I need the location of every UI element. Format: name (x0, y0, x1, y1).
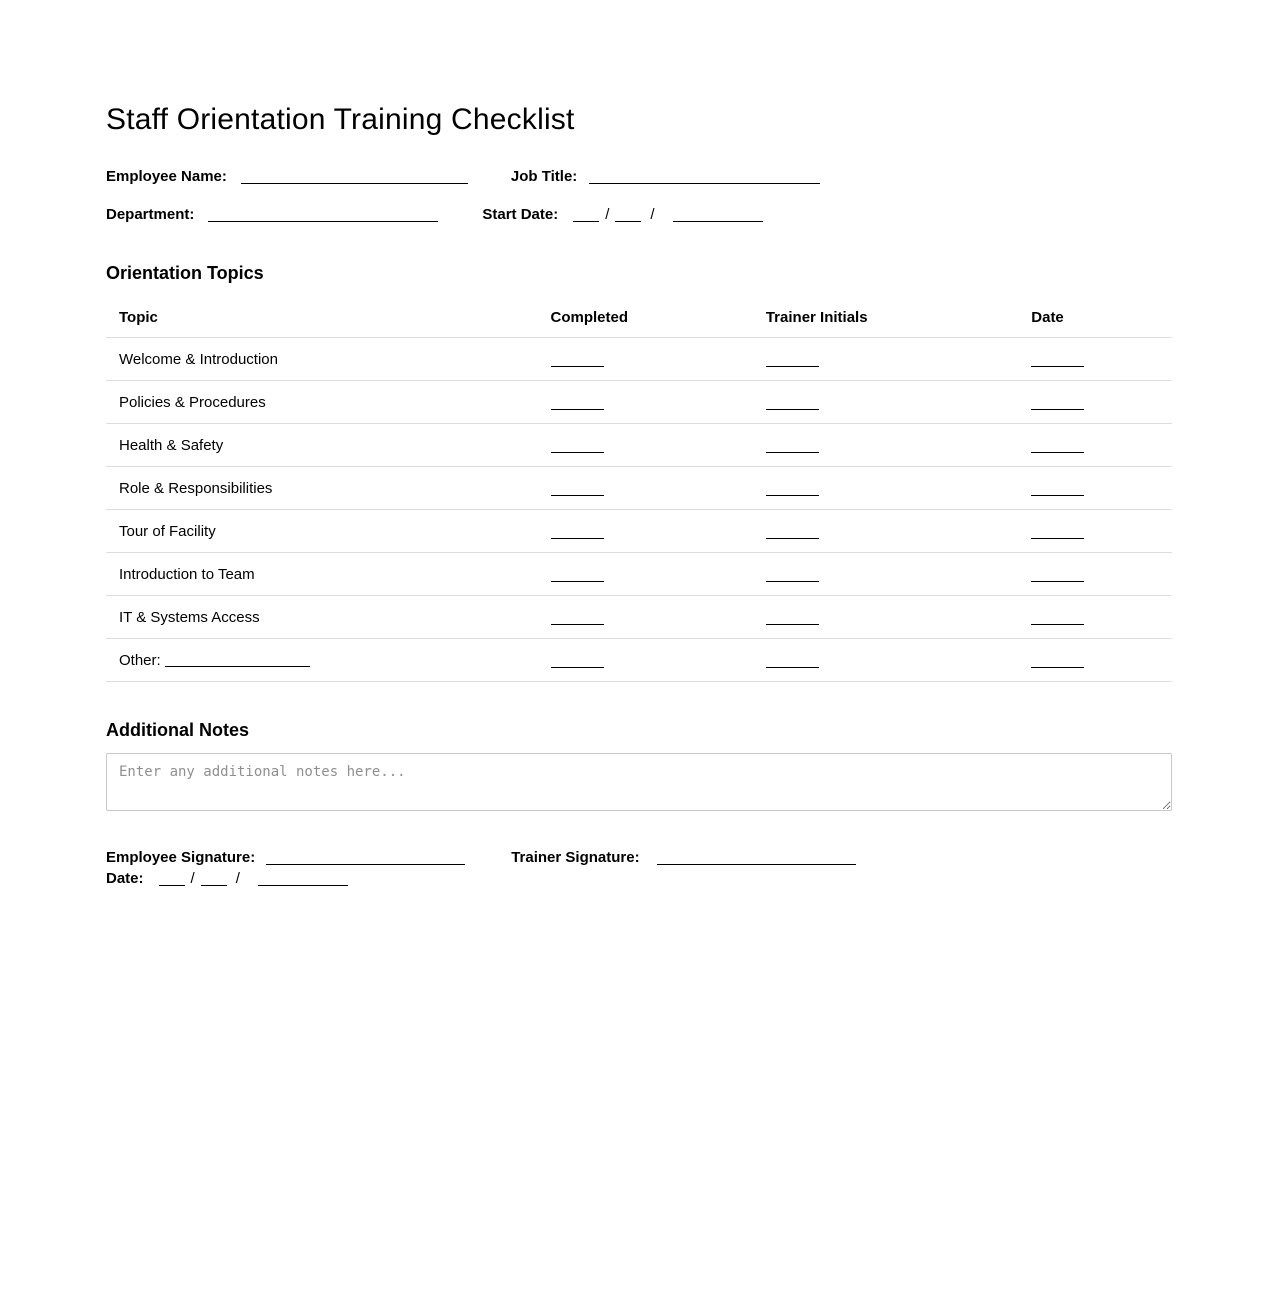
topic-label: Policies & Procedures (119, 394, 266, 411)
topic-label: Welcome & Introduction (119, 351, 278, 368)
trainer-initials-blank-line (766, 570, 819, 582)
table-row (106, 381, 1172, 424)
date-cell (1031, 338, 1172, 381)
signature-date-label: Date: (106, 870, 144, 887)
signature-date-row (106, 868, 1172, 889)
completed-cell (551, 424, 766, 467)
topic-label: Role & Responsibilities (119, 480, 273, 497)
trainer-initials-blank-line (766, 484, 819, 496)
start-date-year-blank-line (673, 210, 763, 222)
date-blank-line (1031, 570, 1084, 582)
table-row (106, 639, 1172, 682)
completed-blank-line (551, 484, 604, 496)
start-date-label: Start Date: (482, 206, 559, 223)
department-blank-line (208, 210, 438, 222)
table-row (106, 596, 1172, 639)
date-slash: / (605, 206, 610, 223)
employee-name-label: Employee Name: (106, 168, 227, 185)
trainer-signature-label: Trainer Signature: (511, 849, 640, 866)
topic-label: Introduction to Team (119, 566, 255, 583)
date-slash: / (650, 206, 655, 223)
date-slash: / (190, 870, 195, 887)
trainer-initials-cell (766, 424, 1031, 467)
column-header-trainer-initials: Trainer Initials (766, 296, 1031, 338)
date-cell (1031, 510, 1172, 553)
signature-date-month-blank-line (201, 874, 227, 886)
completed-blank-line (551, 570, 604, 582)
topic-cell (106, 510, 551, 553)
employee-info-fields (106, 167, 1172, 225)
topic-cell (106, 424, 551, 467)
table-row (106, 553, 1172, 596)
department-row (106, 205, 1172, 225)
trainer-initials-blank-line (766, 355, 819, 367)
completed-blank-line (551, 656, 604, 668)
topic-cell (106, 338, 551, 381)
topic-label: IT & Systems Access (119, 609, 260, 626)
completed-cell (551, 639, 766, 682)
table-row (106, 338, 1172, 381)
table-row (106, 467, 1172, 510)
date-cell (1031, 467, 1172, 510)
date-cell (1031, 381, 1172, 424)
orientation-topics-heading: Orientation Topics (106, 263, 264, 283)
topics-table-head (106, 296, 1172, 338)
topics-table-body (106, 338, 1172, 682)
job-title-label: Job Title: (510, 168, 578, 185)
department-label: Department: (106, 206, 195, 223)
topic-cell (106, 596, 551, 639)
start-date-month-blank-line (615, 210, 641, 222)
employee-name-row (106, 167, 1172, 187)
table-row (106, 424, 1172, 467)
trainer-initials-cell (766, 381, 1031, 424)
date-cell (1031, 596, 1172, 639)
signature-section (106, 847, 1172, 889)
trainer-initials-cell (766, 553, 1031, 596)
column-header-date: Date (1031, 296, 1172, 338)
orientation-topics-table (106, 296, 1172, 682)
column-header-completed: Completed (551, 296, 766, 338)
trainer-initials-cell (766, 510, 1031, 553)
checklist-document (106, 0, 1172, 889)
date-slash: / (235, 870, 240, 887)
trainer-initials-blank-line (766, 398, 819, 410)
employee-signature-blank-line (266, 853, 465, 865)
completed-cell (551, 510, 766, 553)
completed-cell (551, 553, 766, 596)
trainer-initials-cell (766, 338, 1031, 381)
trainer-initials-cell (766, 639, 1031, 682)
topic-label: Other: (119, 652, 161, 669)
completed-blank-line (551, 527, 604, 539)
completed-blank-line (551, 613, 604, 625)
date-blank-line (1031, 355, 1084, 367)
completed-blank-line (551, 355, 604, 367)
employee-name-blank-line (241, 172, 468, 184)
topic-cell (106, 381, 551, 424)
date-blank-line (1031, 613, 1084, 625)
other-topic-blank-line (165, 655, 310, 667)
date-blank-line (1031, 398, 1084, 410)
trainer-initials-cell (766, 596, 1031, 639)
trainer-initials-blank-line (766, 527, 819, 539)
date-blank-line (1031, 656, 1084, 668)
date-blank-line (1031, 441, 1084, 453)
completed-cell (551, 338, 766, 381)
topic-cell (106, 639, 551, 682)
trainer-initials-cell (766, 467, 1031, 510)
additional-notes-heading: Additional Notes (106, 720, 249, 740)
column-header-topic: Topic (106, 296, 551, 338)
completed-cell (551, 381, 766, 424)
completed-cell (551, 596, 766, 639)
date-cell (1031, 424, 1172, 467)
topic-cell (106, 467, 551, 510)
trainer-initials-blank-line (766, 656, 819, 668)
employee-signature-label: Employee Signature: (106, 849, 256, 866)
topic-label: Health & Safety (119, 437, 224, 454)
signature-date-day-blank-line (159, 874, 185, 886)
page-title: Staff Orientation Training Checklist (106, 103, 575, 136)
signature-row (106, 847, 1172, 868)
table-row (106, 510, 1172, 553)
date-blank-line (1031, 527, 1084, 539)
topics-header-row (106, 296, 1172, 338)
topic-cell (106, 553, 551, 596)
trainer-initials-blank-line (766, 441, 819, 453)
completed-blank-line (551, 441, 604, 453)
completed-cell (551, 467, 766, 510)
date-cell (1031, 553, 1172, 596)
date-cell (1031, 639, 1172, 682)
additional-notes-input[interactable] (106, 753, 1172, 811)
date-blank-line (1031, 484, 1084, 496)
signature-date-year-blank-line (258, 874, 348, 886)
start-date-day-blank-line (573, 210, 599, 222)
topic-label: Tour of Facility (119, 523, 216, 540)
trainer-signature-blank-line (657, 853, 856, 865)
completed-blank-line (551, 398, 604, 410)
trainer-initials-blank-line (766, 613, 819, 625)
job-title-blank-line (589, 172, 820, 184)
